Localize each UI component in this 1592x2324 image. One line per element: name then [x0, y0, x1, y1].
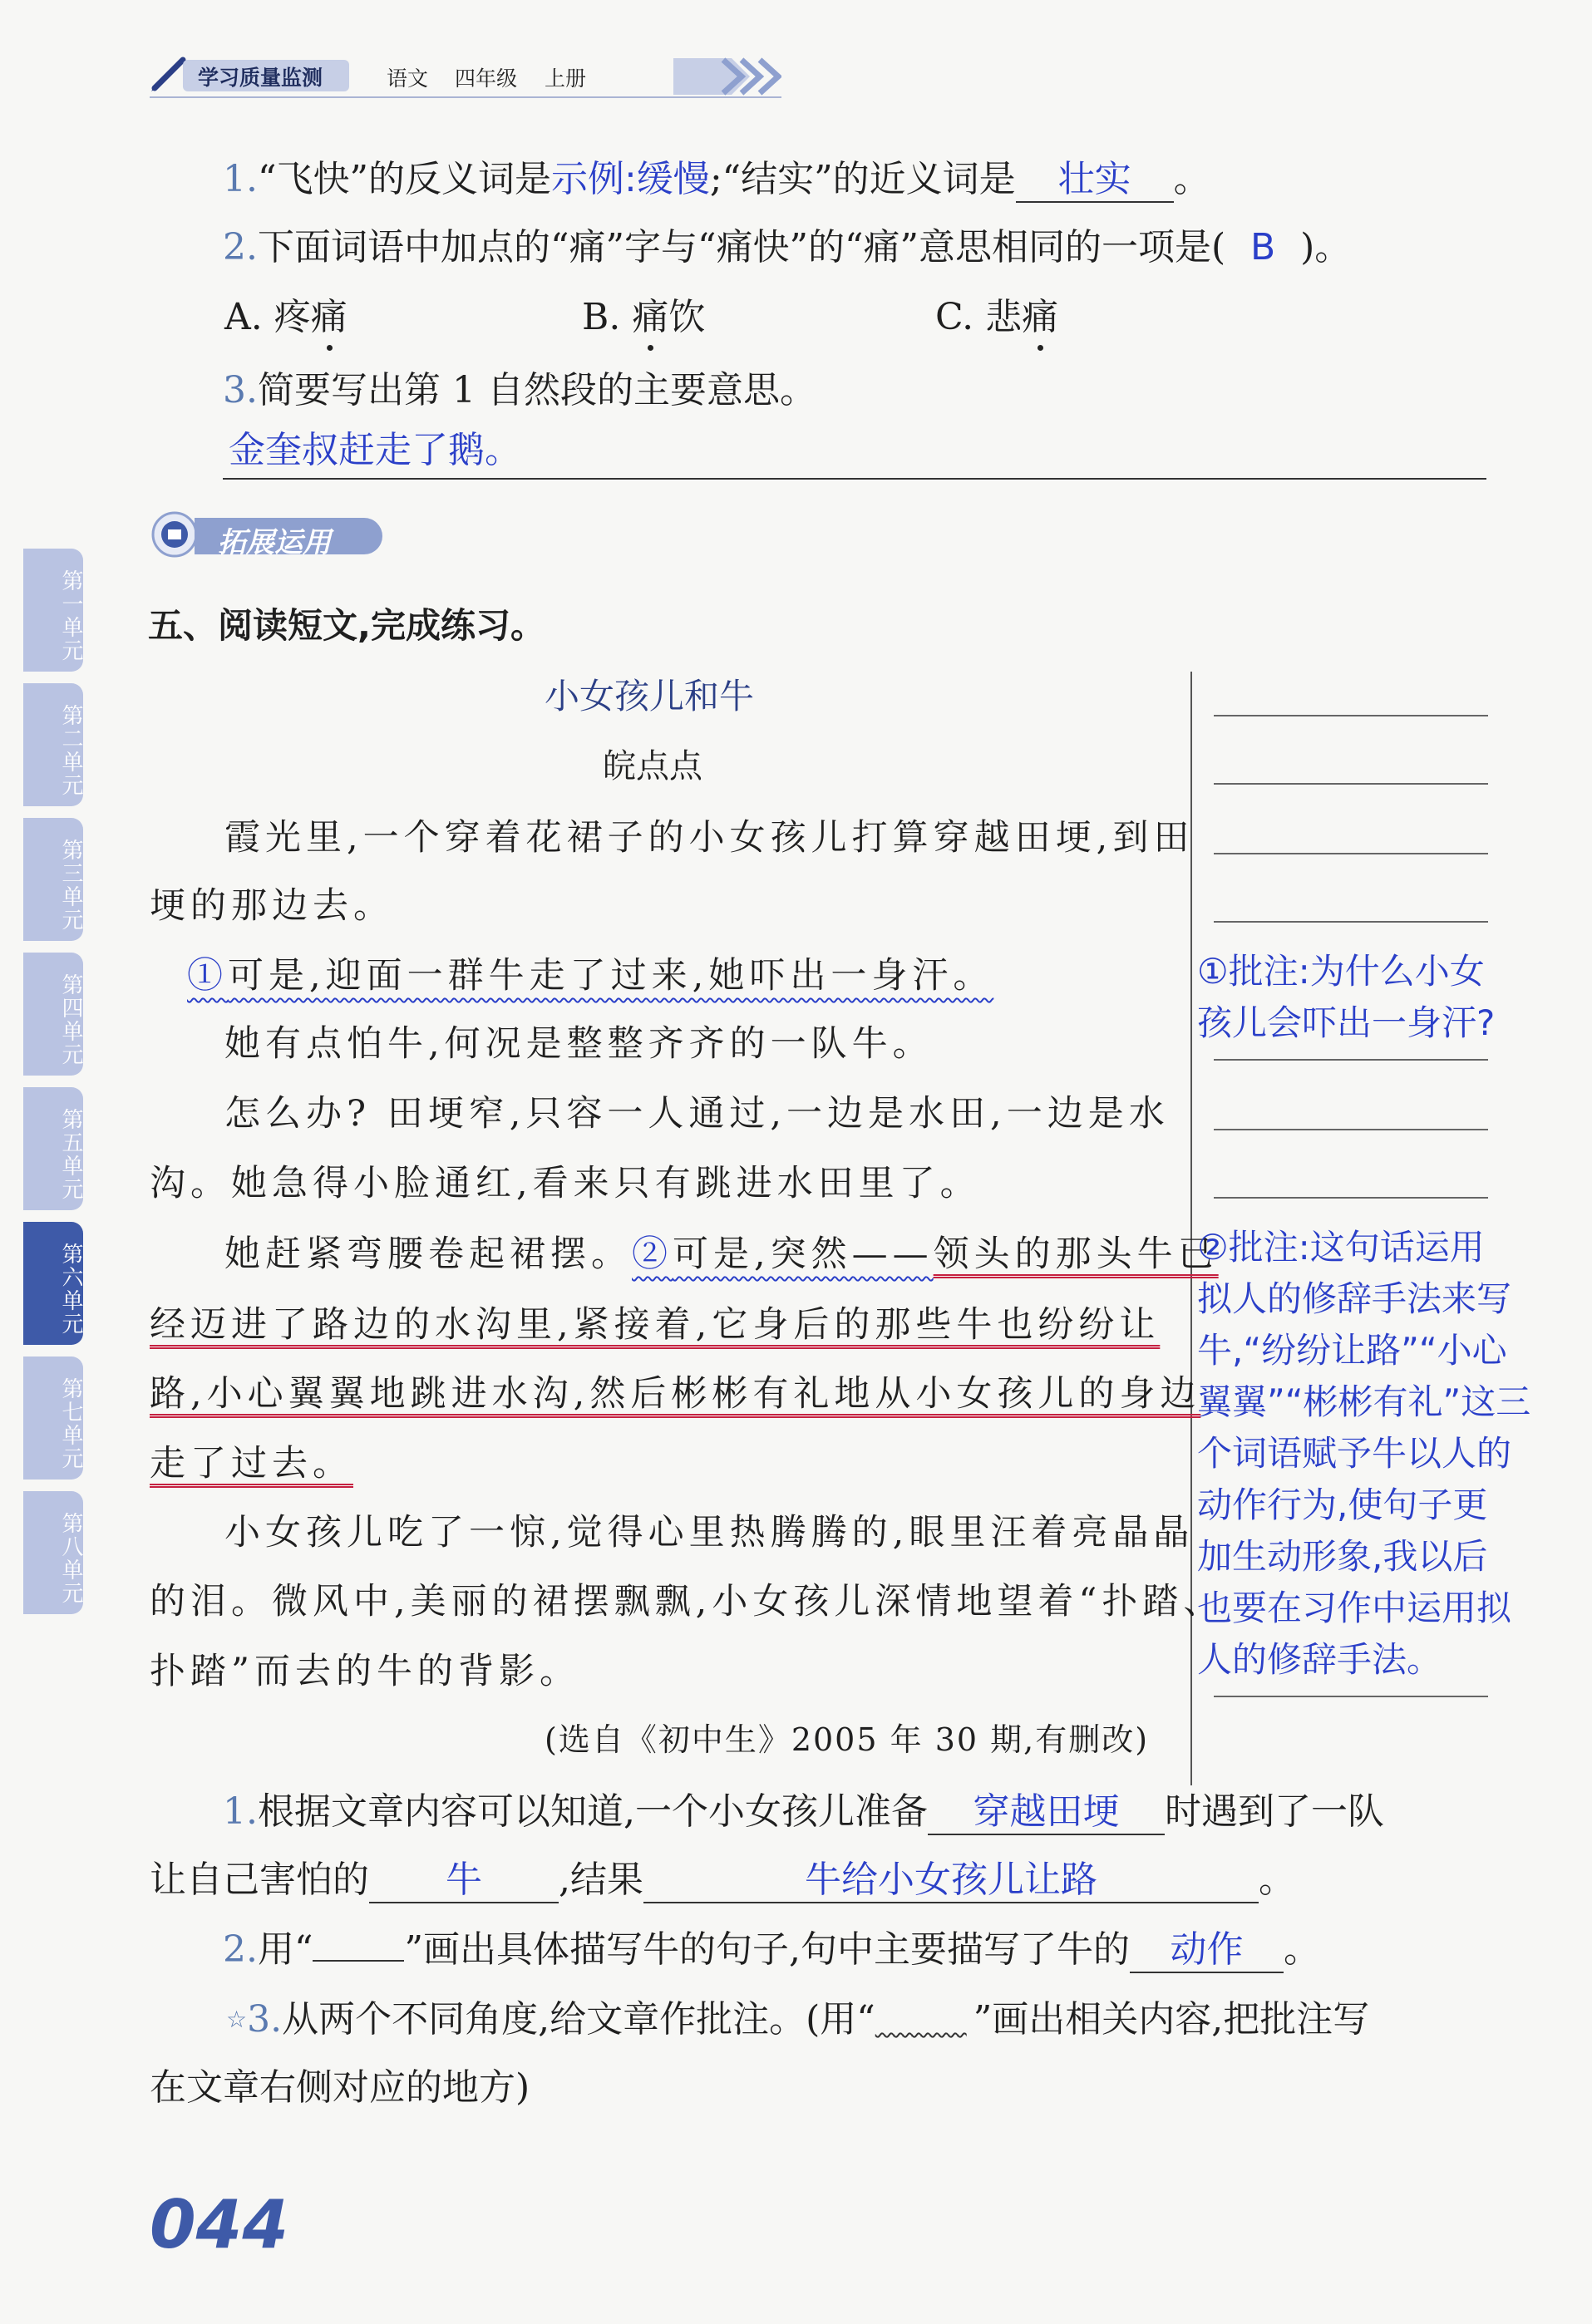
section-title: 五、阅读短文,完成练习。 — [148, 605, 545, 646]
answer-line-q3 — [223, 478, 1486, 480]
story-author: 皖点点 — [603, 747, 702, 785]
header-volume: 上册 — [545, 66, 587, 91]
answer-q3[interactable]: 金奎叔赶走了鹅。 — [229, 429, 521, 471]
chevrons-icon — [673, 55, 781, 98]
section-banner — [150, 511, 391, 561]
header-badge-text: 学习质量监测 — [198, 66, 323, 90]
paragraph-2 — [187, 948, 993, 998]
star-icon: ☆ — [226, 2006, 248, 2033]
paragraph-5-line-1: 她赶紧弯腰卷起裙摆。②可是,突然——领头的那头牛已 — [224, 1233, 1219, 1275]
unit-tab-7[interactable]: 第七单元 — [23, 1356, 83, 1480]
story-source: (选自《初中生》2005 年 30 期,有删改) — [545, 1721, 1150, 1758]
question-3: 3.简要写出第 1 自然段的主要意思。 — [223, 369, 816, 411]
exercise-3-line-2: 在文章右侧对应的地方) — [150, 2066, 530, 2109]
paragraph-4-line-2: 沟。她急得小脸通红,看来只有跳进水田里了。 — [150, 1163, 981, 1204]
unit-tab-3[interactable]: 第三单元 — [23, 818, 83, 941]
answer-e1-result[interactable]: 牛给小女孩儿让路 — [643, 1859, 1259, 1903]
answer-e2[interactable]: 动作 — [1130, 1928, 1284, 1973]
paragraph-1-line-1: 霞光里,一个穿着花裙子的小女孩儿打算穿越田埂,到田 — [224, 817, 1195, 859]
question-1: 1.“飞快”的反义词是示例:缓慢;“结实”的近义词是 壮实 。 — [223, 155, 1210, 204]
header-divider — [150, 96, 781, 98]
header-grade: 四年级 — [455, 66, 518, 91]
annotated-sentence-2-start: 领头的那头牛已 — [933, 1233, 1219, 1275]
answer-choice[interactable]: B — [1250, 226, 1276, 268]
unit-tab-1[interactable]: 第一单元 — [23, 549, 83, 672]
header-bar — [150, 52, 781, 101]
paragraph-5-line-4: 走了过去。 — [150, 1443, 353, 1485]
speech-bubble-icon — [150, 511, 201, 561]
unit-tab-2[interactable]: 第二单元 — [23, 683, 83, 806]
exercise-3-line-1: ☆3.从两个不同角度,给文章作批注。(用“ ”画出相关内容,把批注写 — [226, 1995, 1369, 2045]
annotation-line — [1214, 715, 1488, 716]
paragraph-5-line-2: 经迈进了路边的水沟里,紧接着,它身后的那些牛也纷纷让 — [150, 1304, 1161, 1346]
annotation-line — [1214, 1696, 1488, 1697]
section-banner-text: 拓展运用 — [218, 526, 331, 559]
answer-synonym[interactable]: 壮实 — [1016, 158, 1174, 203]
unit-tab-5[interactable]: 第五单元 — [23, 1087, 83, 1210]
annotated-sentence-1: 可是,迎面一群牛走了过来,她吓出一身汗。 — [228, 955, 994, 997]
wavy-sample — [875, 1995, 973, 2003]
marker-2: ② — [632, 1233, 673, 1275]
annotation-line — [1214, 853, 1488, 854]
answer-e1-fear[interactable]: 牛 — [369, 1859, 559, 1903]
answer-e1-plan[interactable]: 穿越田埂 — [928, 1790, 1165, 1835]
unit-tab-8[interactable]: 第八单元 — [23, 1491, 83, 1614]
exercise-1-line-2: 让自己害怕的 牛 ,结果 牛给小女孩儿让路 。 — [150, 1855, 1295, 1905]
option-a[interactable]: A. 疼痛 — [224, 293, 347, 342]
marker-1: ① — [187, 955, 228, 997]
annotation-1[interactable]: ①批注:为什么小女 孩儿会吓出一身汗? — [1197, 951, 1496, 1043]
option-c[interactable]: C. 悲痛 — [935, 293, 1058, 342]
exercise-1-line-1: 1.根据文章内容可以知道,一个小女孩儿准备 穿越田埂 时遇到了一队 — [223, 1787, 1384, 1837]
annotation-line — [1214, 1059, 1488, 1061]
paragraph-6-line-3: 扑踏”而去的牛的背影。 — [150, 1651, 580, 1692]
page-number: 044 — [150, 2186, 288, 2263]
unit-tab-4[interactable]: 第四单元 — [23, 953, 83, 1076]
annotation-line — [1214, 783, 1488, 785]
exercise-2: 2.用“ ”画出具体描写牛的句子,句中主要描写了牛的 动作 。 — [223, 1925, 1320, 1975]
paragraph-6-line-2: 的泪。微风中,美丽的裙摆飘飘,小女孩儿深情地望着“扑踏、 — [150, 1581, 1225, 1622]
story-title: 小女孩儿和牛 — [545, 676, 755, 716]
annotation-line — [1214, 1197, 1488, 1199]
answer-antonym: 示例:缓慢 — [550, 158, 710, 200]
annotation-line — [1214, 1129, 1488, 1130]
paragraph-6-line-1: 小女孩儿吃了一惊,觉得心里热腾腾的,眼里汪着亮晶晶 — [224, 1512, 1195, 1553]
header-subject: 语文 — [387, 66, 429, 91]
annotation-2[interactable]: ②批注:这句话运用 拟人的修辞手法来写 牛,“纷纷让路”“小心 翼翼”“彬彬有礼”这三 个词语赋予牛以人的 动作行为,使句子更 加生动形象,我以后 也要在习作中运用拟 人的修辞手法。 — [1197, 1227, 1531, 1680]
question-2: 2.下面词语中加点的“痛”字与“痛快”的“痛”意思相同的一项是( B )。 — [223, 223, 1351, 273]
unit-tab-6[interactable]: 第六单元 — [23, 1222, 83, 1345]
paragraph-4-line-1: 怎么办? 田埂窄,只容一人通过,一边是水田,一边是水 — [224, 1093, 1170, 1135]
paragraph-3: 她有点怕牛,何况是整整齐齐的一队牛。 — [224, 1023, 934, 1065]
underline-sample — [313, 1960, 404, 1962]
annotation-line — [1214, 921, 1488, 923]
paragraph-1-line-2: 埂的那边去。 — [150, 885, 394, 927]
paragraph-5-line-3: 路,小心翼翼地跳进水沟,然后彬彬有礼地从小女孩儿的身边 — [150, 1373, 1201, 1415]
option-b[interactable]: B. 痛饮 — [582, 293, 705, 342]
